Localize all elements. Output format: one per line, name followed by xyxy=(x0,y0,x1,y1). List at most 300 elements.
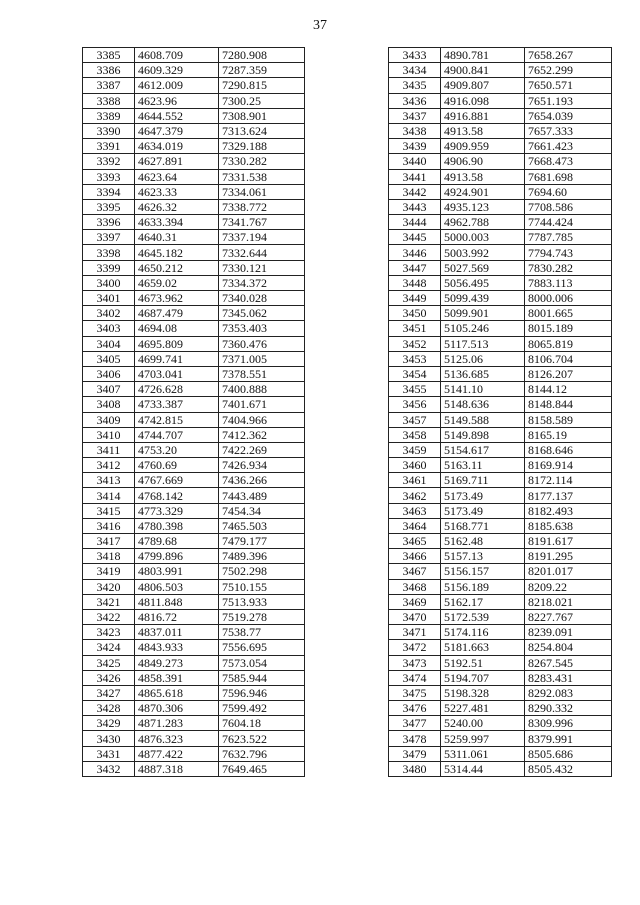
x-coordinate-cell: 5105.246 xyxy=(441,321,525,336)
x-coordinate-cell: 4811.848 xyxy=(135,594,219,609)
table-row xyxy=(389,594,612,609)
y-coordinate-cell: 7334.372 xyxy=(219,275,305,290)
y-coordinate-cell: 7596.946 xyxy=(219,685,305,700)
y-coordinate-cell: 7334.061 xyxy=(219,184,305,199)
point-number-cell: 3449 xyxy=(389,291,441,306)
point-number-cell: 3443 xyxy=(389,199,441,214)
y-coordinate-cell: 8191.617 xyxy=(525,534,612,549)
x-coordinate-cell: 5099.439 xyxy=(441,291,525,306)
y-coordinate-cell: 8379.991 xyxy=(525,731,612,746)
x-coordinate-cell: 4849.273 xyxy=(135,655,219,670)
point-number-cell: 3468 xyxy=(389,579,441,594)
point-number-cell: 3391 xyxy=(83,139,135,154)
table-row xyxy=(389,139,612,154)
y-coordinate-cell: 7436.266 xyxy=(219,473,305,488)
x-coordinate-cell: 4906.90 xyxy=(441,154,525,169)
point-number-cell: 3437 xyxy=(389,108,441,123)
point-number-cell: 3412 xyxy=(83,458,135,473)
y-coordinate-cell: 7290.815 xyxy=(219,78,305,93)
x-coordinate-cell: 4703.041 xyxy=(135,366,219,381)
x-coordinate-cell: 4768.142 xyxy=(135,488,219,503)
x-coordinate-cell: 4890.781 xyxy=(441,48,525,63)
y-coordinate-cell: 8158.589 xyxy=(525,412,612,427)
point-number-cell: 3462 xyxy=(389,488,441,503)
y-coordinate-cell: 7585.944 xyxy=(219,670,305,685)
table-row xyxy=(83,48,305,63)
table-row xyxy=(83,366,305,381)
y-coordinate-cell: 8505.432 xyxy=(525,761,612,776)
point-number-cell: 3459 xyxy=(389,442,441,457)
table-row xyxy=(389,351,612,366)
x-coordinate-cell: 4644.552 xyxy=(135,108,219,123)
coordinates-table-left xyxy=(82,47,305,777)
y-coordinate-cell: 7313.624 xyxy=(219,123,305,138)
table-row xyxy=(389,655,612,670)
x-coordinate-cell: 4640.31 xyxy=(135,230,219,245)
x-coordinate-cell: 5192.51 xyxy=(441,655,525,670)
x-coordinate-cell: 4645.182 xyxy=(135,245,219,260)
point-number-cell: 3408 xyxy=(83,397,135,412)
y-coordinate-cell: 7658.267 xyxy=(525,48,612,63)
y-coordinate-cell: 7623.522 xyxy=(219,731,305,746)
x-coordinate-cell: 4753.20 xyxy=(135,442,219,457)
x-coordinate-cell: 4799.896 xyxy=(135,549,219,564)
point-number-cell: 3471 xyxy=(389,625,441,640)
y-coordinate-cell: 7401.671 xyxy=(219,397,305,412)
x-coordinate-cell: 4773.329 xyxy=(135,503,219,518)
x-coordinate-cell: 5156.157 xyxy=(441,564,525,579)
y-coordinate-cell: 7708.586 xyxy=(525,199,612,214)
x-coordinate-cell: 4913.58 xyxy=(441,123,525,138)
x-coordinate-cell: 4887.318 xyxy=(135,761,219,776)
x-coordinate-cell: 4623.33 xyxy=(135,184,219,199)
table-row xyxy=(83,78,305,93)
table-row xyxy=(389,154,612,169)
y-coordinate-cell: 7404.966 xyxy=(219,412,305,427)
y-coordinate-cell: 7883.113 xyxy=(525,275,612,290)
point-number-cell: 3424 xyxy=(83,640,135,655)
table-row xyxy=(83,154,305,169)
point-number-cell: 3415 xyxy=(83,503,135,518)
point-number-cell: 3465 xyxy=(389,534,441,549)
table-row xyxy=(389,366,612,381)
point-number-cell: 3403 xyxy=(83,321,135,336)
point-number-cell: 3405 xyxy=(83,351,135,366)
x-coordinate-cell: 4623.64 xyxy=(135,169,219,184)
point-number-cell: 3433 xyxy=(389,48,441,63)
table-row xyxy=(389,169,612,184)
table-row xyxy=(83,609,305,624)
y-coordinate-cell: 7657.333 xyxy=(525,123,612,138)
table-row xyxy=(83,275,305,290)
y-coordinate-cell: 8148.844 xyxy=(525,397,612,412)
point-number-cell: 3422 xyxy=(83,609,135,624)
point-number-cell: 3446 xyxy=(389,245,441,260)
y-coordinate-cell: 8254.804 xyxy=(525,640,612,655)
y-coordinate-cell: 7400.888 xyxy=(219,382,305,397)
y-coordinate-cell: 7502.298 xyxy=(219,564,305,579)
x-coordinate-cell: 4909.807 xyxy=(441,78,525,93)
x-coordinate-cell: 4626.32 xyxy=(135,199,219,214)
y-coordinate-cell: 7599.492 xyxy=(219,701,305,716)
point-number-cell: 3440 xyxy=(389,154,441,169)
point-number-cell: 3423 xyxy=(83,625,135,640)
point-number-cell: 3441 xyxy=(389,169,441,184)
y-coordinate-cell: 8185.638 xyxy=(525,518,612,533)
table-row xyxy=(389,93,612,108)
y-coordinate-cell: 8169.914 xyxy=(525,458,612,473)
table-row xyxy=(83,351,305,366)
x-coordinate-cell: 5156.189 xyxy=(441,579,525,594)
table-row xyxy=(83,503,305,518)
point-number-cell: 3426 xyxy=(83,670,135,685)
table-row xyxy=(389,579,612,594)
point-number-cell: 3456 xyxy=(389,397,441,412)
x-coordinate-cell: 4733.387 xyxy=(135,397,219,412)
table-row xyxy=(83,291,305,306)
table-row xyxy=(83,731,305,746)
x-coordinate-cell: 5000.003 xyxy=(441,230,525,245)
y-coordinate-cell: 7353.403 xyxy=(219,321,305,336)
x-coordinate-cell: 4858.391 xyxy=(135,670,219,685)
y-coordinate-cell: 7465.503 xyxy=(219,518,305,533)
x-coordinate-cell: 5162.17 xyxy=(441,594,525,609)
x-coordinate-cell: 4806.503 xyxy=(135,579,219,594)
y-coordinate-cell: 7341.767 xyxy=(219,215,305,230)
table-row xyxy=(389,564,612,579)
y-coordinate-cell: 8172.114 xyxy=(525,473,612,488)
point-number-cell: 3453 xyxy=(389,351,441,366)
table-row xyxy=(83,184,305,199)
x-coordinate-cell: 5003.992 xyxy=(441,245,525,260)
table-row xyxy=(389,245,612,260)
point-number-cell: 3466 xyxy=(389,549,441,564)
table-row xyxy=(83,306,305,321)
table-row xyxy=(83,716,305,731)
x-coordinate-cell: 4871.283 xyxy=(135,716,219,731)
table-row xyxy=(389,275,612,290)
table-row xyxy=(389,625,612,640)
point-number-cell: 3445 xyxy=(389,230,441,245)
point-number-cell: 3393 xyxy=(83,169,135,184)
table-row xyxy=(83,321,305,336)
table-row xyxy=(83,215,305,230)
y-coordinate-cell: 7287.359 xyxy=(219,63,305,78)
y-coordinate-cell: 7426.934 xyxy=(219,458,305,473)
table-row xyxy=(389,48,612,63)
point-number-cell: 3442 xyxy=(389,184,441,199)
x-coordinate-cell: 4659.02 xyxy=(135,275,219,290)
x-coordinate-cell: 5198.328 xyxy=(441,685,525,700)
y-coordinate-cell: 7513.933 xyxy=(219,594,305,609)
table-row xyxy=(83,701,305,716)
x-coordinate-cell: 4609.329 xyxy=(135,63,219,78)
y-coordinate-cell: 8290.332 xyxy=(525,701,612,716)
point-number-cell: 3392 xyxy=(83,154,135,169)
y-coordinate-cell: 8227.767 xyxy=(525,609,612,624)
x-coordinate-cell: 5163.11 xyxy=(441,458,525,473)
table-row xyxy=(83,549,305,564)
table-row xyxy=(389,473,612,488)
y-coordinate-cell: 7308.901 xyxy=(219,108,305,123)
x-coordinate-cell: 4673.962 xyxy=(135,291,219,306)
x-coordinate-cell: 5169.711 xyxy=(441,473,525,488)
y-coordinate-cell: 7651.193 xyxy=(525,93,612,108)
x-coordinate-cell: 5181.663 xyxy=(441,640,525,655)
table-row xyxy=(83,63,305,78)
point-number-cell: 3431 xyxy=(83,746,135,761)
table-row xyxy=(389,108,612,123)
y-coordinate-cell: 7443.489 xyxy=(219,488,305,503)
x-coordinate-cell: 5148.636 xyxy=(441,397,525,412)
y-coordinate-cell: 7794.743 xyxy=(525,245,612,260)
table-row xyxy=(83,108,305,123)
table-row xyxy=(389,442,612,457)
point-number-cell: 3455 xyxy=(389,382,441,397)
table-row xyxy=(83,230,305,245)
y-coordinate-cell: 7330.121 xyxy=(219,260,305,275)
y-coordinate-cell: 8267.545 xyxy=(525,655,612,670)
point-number-cell: 3454 xyxy=(389,366,441,381)
point-number-cell: 3399 xyxy=(83,260,135,275)
y-coordinate-cell: 8126.207 xyxy=(525,366,612,381)
point-number-cell: 3478 xyxy=(389,731,441,746)
y-coordinate-cell: 7830.282 xyxy=(525,260,612,275)
table-row xyxy=(389,215,612,230)
y-coordinate-cell: 8001.665 xyxy=(525,306,612,321)
x-coordinate-cell: 4627.891 xyxy=(135,154,219,169)
point-number-cell: 3439 xyxy=(389,139,441,154)
x-coordinate-cell: 4608.709 xyxy=(135,48,219,63)
point-number-cell: 3447 xyxy=(389,260,441,275)
y-coordinate-cell: 7332.644 xyxy=(219,245,305,260)
y-coordinate-cell: 8065.819 xyxy=(525,336,612,351)
table-row xyxy=(389,534,612,549)
table-row xyxy=(83,761,305,776)
y-coordinate-cell: 7519.278 xyxy=(219,609,305,624)
table-row xyxy=(83,534,305,549)
point-number-cell: 3409 xyxy=(83,412,135,427)
x-coordinate-cell: 5259.997 xyxy=(441,731,525,746)
table-row xyxy=(83,579,305,594)
x-coordinate-cell: 4694.08 xyxy=(135,321,219,336)
x-coordinate-cell: 5240.00 xyxy=(441,716,525,731)
x-coordinate-cell: 5056.495 xyxy=(441,275,525,290)
x-coordinate-cell: 4650.212 xyxy=(135,260,219,275)
point-number-cell: 3461 xyxy=(389,473,441,488)
x-coordinate-cell: 4726.628 xyxy=(135,382,219,397)
point-number-cell: 3467 xyxy=(389,564,441,579)
y-coordinate-cell: 7650.571 xyxy=(525,78,612,93)
y-coordinate-cell: 7330.282 xyxy=(219,154,305,169)
point-number-cell: 3463 xyxy=(389,503,441,518)
x-coordinate-cell: 4913.58 xyxy=(441,169,525,184)
point-number-cell: 3428 xyxy=(83,701,135,716)
table-row xyxy=(83,139,305,154)
y-coordinate-cell: 7337.194 xyxy=(219,230,305,245)
point-number-cell: 3419 xyxy=(83,564,135,579)
point-number-cell: 3464 xyxy=(389,518,441,533)
point-number-cell: 3474 xyxy=(389,670,441,685)
y-coordinate-cell: 8292.083 xyxy=(525,685,612,700)
point-number-cell: 3400 xyxy=(83,275,135,290)
table-row xyxy=(389,427,612,442)
y-coordinate-cell: 7668.473 xyxy=(525,154,612,169)
x-coordinate-cell: 4687.479 xyxy=(135,306,219,321)
x-coordinate-cell: 4916.098 xyxy=(441,93,525,108)
table-row xyxy=(389,397,612,412)
table-row xyxy=(389,321,612,336)
y-coordinate-cell: 7454.34 xyxy=(219,503,305,518)
y-coordinate-cell: 8309.996 xyxy=(525,716,612,731)
y-coordinate-cell: 8106.704 xyxy=(525,351,612,366)
point-number-cell: 3469 xyxy=(389,594,441,609)
y-coordinate-cell: 7744.424 xyxy=(525,215,612,230)
x-coordinate-cell: 5227.481 xyxy=(441,701,525,716)
x-coordinate-cell: 4623.96 xyxy=(135,93,219,108)
x-coordinate-cell: 4909.959 xyxy=(441,139,525,154)
point-number-cell: 3427 xyxy=(83,685,135,700)
table-row xyxy=(83,655,305,670)
y-coordinate-cell: 8283.431 xyxy=(525,670,612,685)
x-coordinate-cell: 4876.323 xyxy=(135,731,219,746)
table-row xyxy=(389,306,612,321)
table-row xyxy=(389,701,612,716)
point-number-cell: 3438 xyxy=(389,123,441,138)
point-number-cell: 3406 xyxy=(83,366,135,381)
point-number-cell: 3411 xyxy=(83,442,135,457)
y-coordinate-cell: 7538.77 xyxy=(219,625,305,640)
y-coordinate-cell: 7654.039 xyxy=(525,108,612,123)
table-row xyxy=(389,63,612,78)
x-coordinate-cell: 4742.815 xyxy=(135,412,219,427)
table-row xyxy=(389,488,612,503)
point-number-cell: 3473 xyxy=(389,655,441,670)
point-number-cell: 3401 xyxy=(83,291,135,306)
x-coordinate-cell: 4647.379 xyxy=(135,123,219,138)
table-row xyxy=(83,245,305,260)
table-row xyxy=(389,78,612,93)
table-row xyxy=(83,123,305,138)
y-coordinate-cell: 8177.137 xyxy=(525,488,612,503)
table-row xyxy=(389,336,612,351)
x-coordinate-cell: 5027.569 xyxy=(441,260,525,275)
x-coordinate-cell: 5173.49 xyxy=(441,488,525,503)
point-number-cell: 3480 xyxy=(389,761,441,776)
table-row xyxy=(389,382,612,397)
y-coordinate-cell: 8201.017 xyxy=(525,564,612,579)
x-coordinate-cell: 5149.898 xyxy=(441,427,525,442)
table-row xyxy=(389,518,612,533)
y-coordinate-cell: 7489.396 xyxy=(219,549,305,564)
point-number-cell: 3425 xyxy=(83,655,135,670)
x-coordinate-cell: 4633.394 xyxy=(135,215,219,230)
x-coordinate-cell: 4935.123 xyxy=(441,199,525,214)
y-coordinate-cell: 7652.299 xyxy=(525,63,612,78)
table-row xyxy=(389,685,612,700)
y-coordinate-cell: 8209.22 xyxy=(525,579,612,594)
table-row xyxy=(389,670,612,685)
coordinates-table-right xyxy=(388,47,612,777)
point-number-cell: 3396 xyxy=(83,215,135,230)
y-coordinate-cell: 7378.551 xyxy=(219,366,305,381)
table-row xyxy=(83,442,305,457)
point-number-cell: 3413 xyxy=(83,473,135,488)
y-coordinate-cell: 7661.423 xyxy=(525,139,612,154)
table-row xyxy=(83,199,305,214)
y-coordinate-cell: 7329.188 xyxy=(219,139,305,154)
table-row xyxy=(83,93,305,108)
x-coordinate-cell: 5174.116 xyxy=(441,625,525,640)
x-coordinate-cell: 4767.669 xyxy=(135,473,219,488)
table-row xyxy=(389,230,612,245)
x-coordinate-cell: 5173.49 xyxy=(441,503,525,518)
table-row xyxy=(389,412,612,427)
y-coordinate-cell: 8000.006 xyxy=(525,291,612,306)
table-row xyxy=(83,746,305,761)
x-coordinate-cell: 4870.306 xyxy=(135,701,219,716)
point-number-cell: 3457 xyxy=(389,412,441,427)
point-number-cell: 3387 xyxy=(83,78,135,93)
point-number-cell: 3430 xyxy=(83,731,135,746)
table-row xyxy=(83,458,305,473)
x-coordinate-cell: 5162.48 xyxy=(441,534,525,549)
y-coordinate-cell: 7510.155 xyxy=(219,579,305,594)
point-number-cell: 3450 xyxy=(389,306,441,321)
table-row xyxy=(389,123,612,138)
table-row xyxy=(389,716,612,731)
x-coordinate-cell: 4760.69 xyxy=(135,458,219,473)
point-number-cell: 3435 xyxy=(389,78,441,93)
table-row xyxy=(83,412,305,427)
table-row xyxy=(83,625,305,640)
table-row xyxy=(83,518,305,533)
point-number-cell: 3476 xyxy=(389,701,441,716)
x-coordinate-cell: 5172.539 xyxy=(441,609,525,624)
x-coordinate-cell: 5099.901 xyxy=(441,306,525,321)
point-number-cell: 3472 xyxy=(389,640,441,655)
point-number-cell: 3444 xyxy=(389,215,441,230)
point-number-cell: 3420 xyxy=(83,579,135,594)
x-coordinate-cell: 5136.685 xyxy=(441,366,525,381)
y-coordinate-cell: 7371.005 xyxy=(219,351,305,366)
point-number-cell: 3397 xyxy=(83,230,135,245)
x-coordinate-cell: 5141.10 xyxy=(441,382,525,397)
y-coordinate-cell: 8168.646 xyxy=(525,442,612,457)
y-coordinate-cell: 7649.465 xyxy=(219,761,305,776)
x-coordinate-cell: 4962.788 xyxy=(441,215,525,230)
y-coordinate-cell: 7338.772 xyxy=(219,199,305,214)
table-row xyxy=(389,199,612,214)
table-row xyxy=(83,640,305,655)
y-coordinate-cell: 7340.028 xyxy=(219,291,305,306)
x-coordinate-cell: 5125.06 xyxy=(441,351,525,366)
x-coordinate-cell: 5311.061 xyxy=(441,746,525,761)
point-number-cell: 3417 xyxy=(83,534,135,549)
table-row xyxy=(389,746,612,761)
y-coordinate-cell: 7556.695 xyxy=(219,640,305,655)
table-row xyxy=(389,291,612,306)
table-row xyxy=(83,594,305,609)
x-coordinate-cell: 4789.68 xyxy=(135,534,219,549)
point-number-cell: 3479 xyxy=(389,746,441,761)
table-row xyxy=(389,640,612,655)
y-coordinate-cell: 8191.295 xyxy=(525,549,612,564)
point-number-cell: 3398 xyxy=(83,245,135,260)
x-coordinate-cell: 4837.011 xyxy=(135,625,219,640)
y-coordinate-cell: 8144.12 xyxy=(525,382,612,397)
y-coordinate-cell: 7632.796 xyxy=(219,746,305,761)
